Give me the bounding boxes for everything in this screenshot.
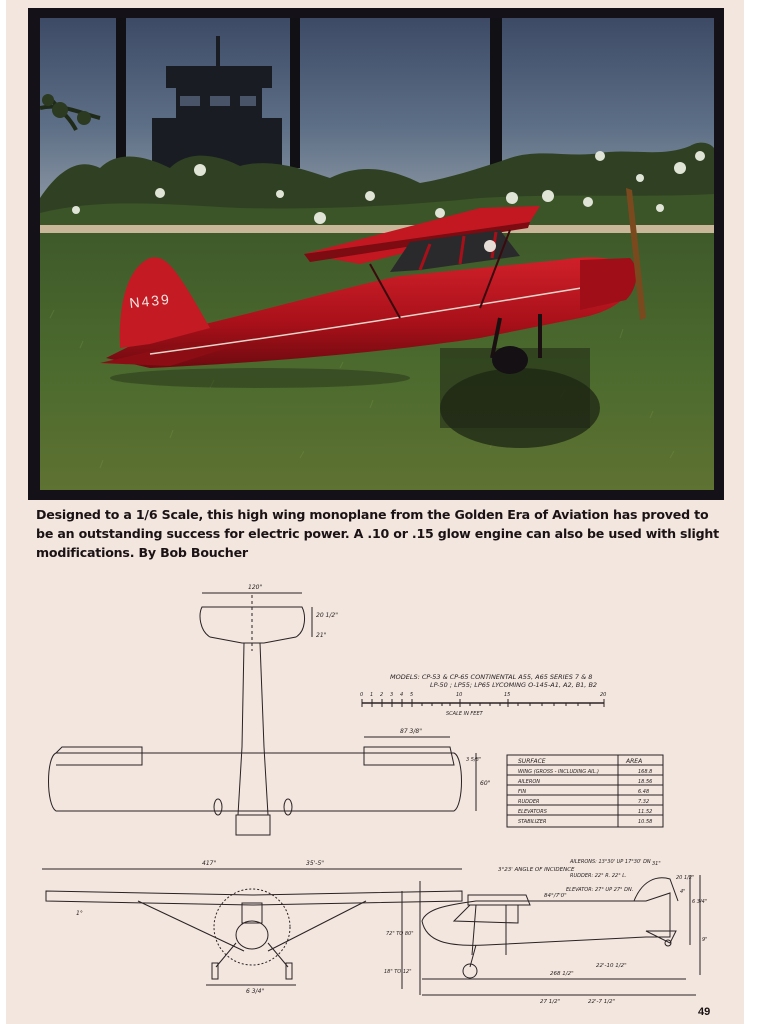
- svg-text:22'-7 1/2": 22'-7 1/2": [588, 999, 616, 1005]
- svg-text:3 5/8": 3 5/8": [466, 757, 482, 763]
- svg-text:20: 20: [600, 692, 607, 698]
- photo-caption: Designed to a 1/6 Scale, this high wing monoplane from the Golden Era of Aviation has proved to be an outstanding success for electric power. A .10 or .15 glow engine can also be used with slight modifications. By Bob Boucher: [36, 507, 719, 560]
- svg-text:35'-5": 35'-5": [306, 860, 325, 867]
- curb: [40, 225, 714, 233]
- svg-text:22'-10 1/2": 22'-10 1/2": [596, 963, 627, 969]
- svg-text:AREA: AREA: [626, 758, 643, 765]
- svg-text:120": 120": [248, 584, 263, 591]
- svg-text:2: 2: [380, 692, 384, 698]
- svg-text:60": 60": [480, 780, 491, 787]
- svg-text:AILERONS: 13°30' UP 17°30' D: AILERONS: 13°30' UP 17°30' DN: [570, 859, 651, 865]
- side-view: [384, 859, 707, 1005]
- photo-frame: [28, 8, 724, 500]
- tail-registration: N439: [128, 290, 172, 311]
- svg-text:6 3/4": 6 3/4": [246, 988, 265, 995]
- svg-text:20 1/2": 20 1/2": [316, 612, 338, 619]
- svg-text:FIN: FIN: [518, 789, 527, 795]
- svg-text:11.52: 11.52: [638, 809, 653, 815]
- svg-text:3°23' ANGLE OF INCIDENCE: 3°23' ANGLE OF INCIDENCE: [498, 867, 575, 873]
- svg-text:WING (GROSS - INCLUDING AIL.): WING (GROSS - INCLUDING AIL.): [518, 769, 599, 775]
- svg-text:18.56: 18.56: [638, 779, 653, 785]
- top-view: [49, 584, 491, 835]
- svg-text:20 1/2": 20 1/2": [676, 875, 695, 881]
- svg-text:268 1/2": 268 1/2": [550, 971, 574, 977]
- svg-text:SCALE IN FEET: SCALE IN FEET: [446, 711, 483, 717]
- svg-text:AILERON: AILERON: [518, 779, 540, 785]
- svg-text:15: 15: [504, 692, 511, 698]
- models-line-1: MODELS: CP-53 & CP-65 CONTINENTAL A55, A65 SERIES 7 & 8: [390, 673, 593, 681]
- svg-text:4: 4: [400, 692, 404, 698]
- svg-text:417": 417": [202, 860, 217, 867]
- svg-text:5: 5: [410, 692, 414, 698]
- svg-text:3: 3: [390, 692, 394, 698]
- svg-text:1°: 1°: [76, 910, 83, 917]
- svg-text:6 3/4": 6 3/4": [692, 899, 708, 905]
- svg-text:SURFACE: SURFACE: [518, 758, 546, 765]
- svg-text:168.8: 168.8: [638, 769, 653, 775]
- airplane-photo: [40, 18, 714, 490]
- svg-text:4": 4": [680, 889, 686, 895]
- svg-text:RUDDER: RUDDER: [518, 799, 540, 805]
- scale-bar: [360, 692, 606, 717]
- svg-text:27 1/2": 27 1/2": [540, 999, 561, 1005]
- page-number: 49: [698, 1006, 711, 1018]
- svg-text:ELEVATOR: 27° UP 27° DN.: ELEVATOR: 27° UP 27° DN.: [566, 887, 634, 893]
- three-view-drawing: [6, 575, 744, 1024]
- svg-text:9": 9": [702, 937, 708, 943]
- svg-text:1: 1: [370, 692, 374, 698]
- svg-text:0: 0: [360, 692, 364, 698]
- svg-text:21": 21": [316, 632, 327, 639]
- area-table: [507, 755, 663, 827]
- svg-text:10.58: 10.58: [638, 819, 653, 825]
- svg-text:STABILIZER: STABILIZER: [518, 819, 547, 825]
- svg-text:10: 10: [456, 692, 463, 698]
- svg-text:84°/7'0": 84°/7'0": [544, 893, 567, 899]
- svg-text:6.48: 6.48: [638, 789, 650, 795]
- svg-text:18" TO 12": 18" TO 12": [384, 969, 412, 975]
- svg-text:87 3/8": 87 3/8": [400, 728, 422, 735]
- svg-text:7.32: 7.32: [638, 799, 650, 805]
- svg-text:72" TO 80": 72" TO 80": [386, 931, 414, 937]
- svg-text:ELEVATORS: ELEVATORS: [518, 809, 547, 815]
- models-line-2: LP-50 ; LP55; LP65 LYCOMING O-145-A1, A2, B1, B2: [430, 681, 598, 689]
- svg-text:31": 31": [652, 861, 661, 867]
- svg-text:RUDDER: 22° R. 22° L.: RUDDER: 22° R. 22° L.: [570, 873, 627, 879]
- airplane-photo-scene: [40, 18, 714, 490]
- magazine-page: [6, 0, 744, 1024]
